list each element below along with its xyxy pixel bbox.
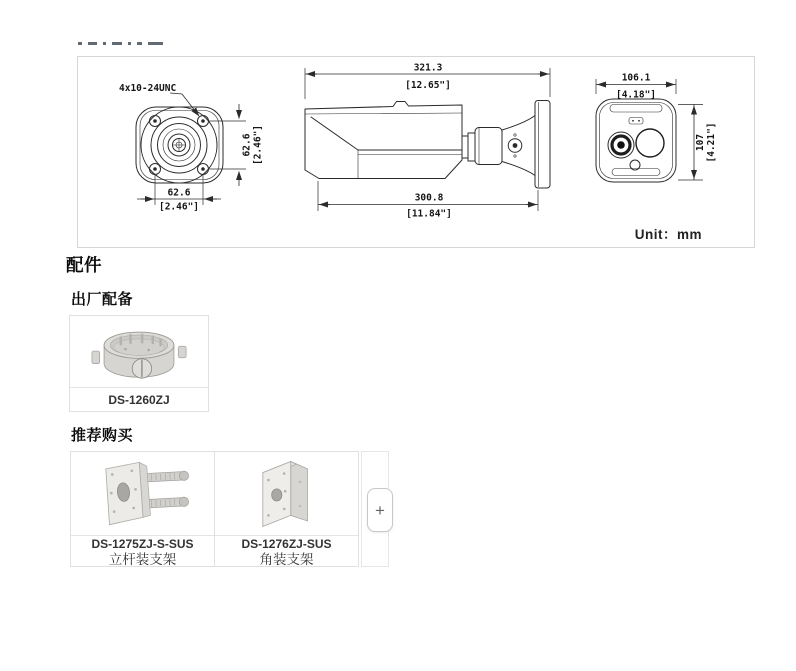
show-more-accessories-button[interactable]: +	[367, 488, 393, 532]
thread-spec-label: 4x10-24UNC	[119, 83, 177, 94]
clipped-text-fragments	[78, 41, 163, 45]
front-width-mm: 106.1	[621, 72, 651, 84]
thermal-lens	[608, 132, 634, 158]
dimension-drawing-panel	[77, 56, 755, 248]
optical-lens	[636, 129, 664, 157]
side-view-drawing	[305, 63, 550, 220]
accessory-model: DS-1260ZJ	[70, 387, 208, 412]
recommended-accessories-title: 推荐购买	[71, 427, 134, 444]
accessory-model: DS-1276ZJ-SUS	[241, 537, 332, 551]
accessory-name: 角装支架	[259, 552, 314, 567]
corner-mount-bracket-image	[215, 452, 358, 535]
side-body-length-mm: 300.8	[414, 192, 444, 204]
side-total-length-mm: 321.3	[413, 62, 443, 74]
accessories-title: 配件	[66, 255, 102, 275]
camera-dimension-drawings	[78, 57, 756, 249]
front-view-drawing	[596, 73, 717, 183]
rear-width-in: [2.46"]	[158, 201, 200, 213]
junction-box-image	[70, 316, 208, 387]
front-width-in: [4.18"]	[615, 89, 657, 101]
pole-mount-bracket-image	[71, 452, 214, 535]
accessory-card-ds-1276zj[interactable]	[214, 451, 359, 567]
accessory-name: 立杆装支架	[108, 552, 177, 567]
accessory-model: DS-1275ZJ-S-SUS	[91, 537, 194, 551]
included-accessories-title: 出厂配备	[71, 291, 134, 308]
side-body-length-in: [11.84"]	[406, 208, 452, 220]
side-total-length-in: [12.65"]	[405, 80, 451, 91]
rear-width-mm: 62.6	[167, 187, 191, 199]
front-height-mm: 107	[695, 133, 706, 152]
status-grille-detail	[629, 118, 643, 125]
front-height-in: [4.21"]	[706, 122, 717, 163]
accessory-card-ds-1260zj[interactable]	[69, 315, 209, 412]
rear-height-mm: 62.6	[241, 133, 253, 157]
unit-label: Unit：mm	[634, 227, 702, 242]
accessory-card-ds-1275zj[interactable]	[70, 451, 215, 567]
bracket-screw-detail	[508, 134, 522, 157]
rear-height-in: [2.46"]	[252, 124, 264, 166]
rear-view-drawing	[119, 83, 264, 213]
